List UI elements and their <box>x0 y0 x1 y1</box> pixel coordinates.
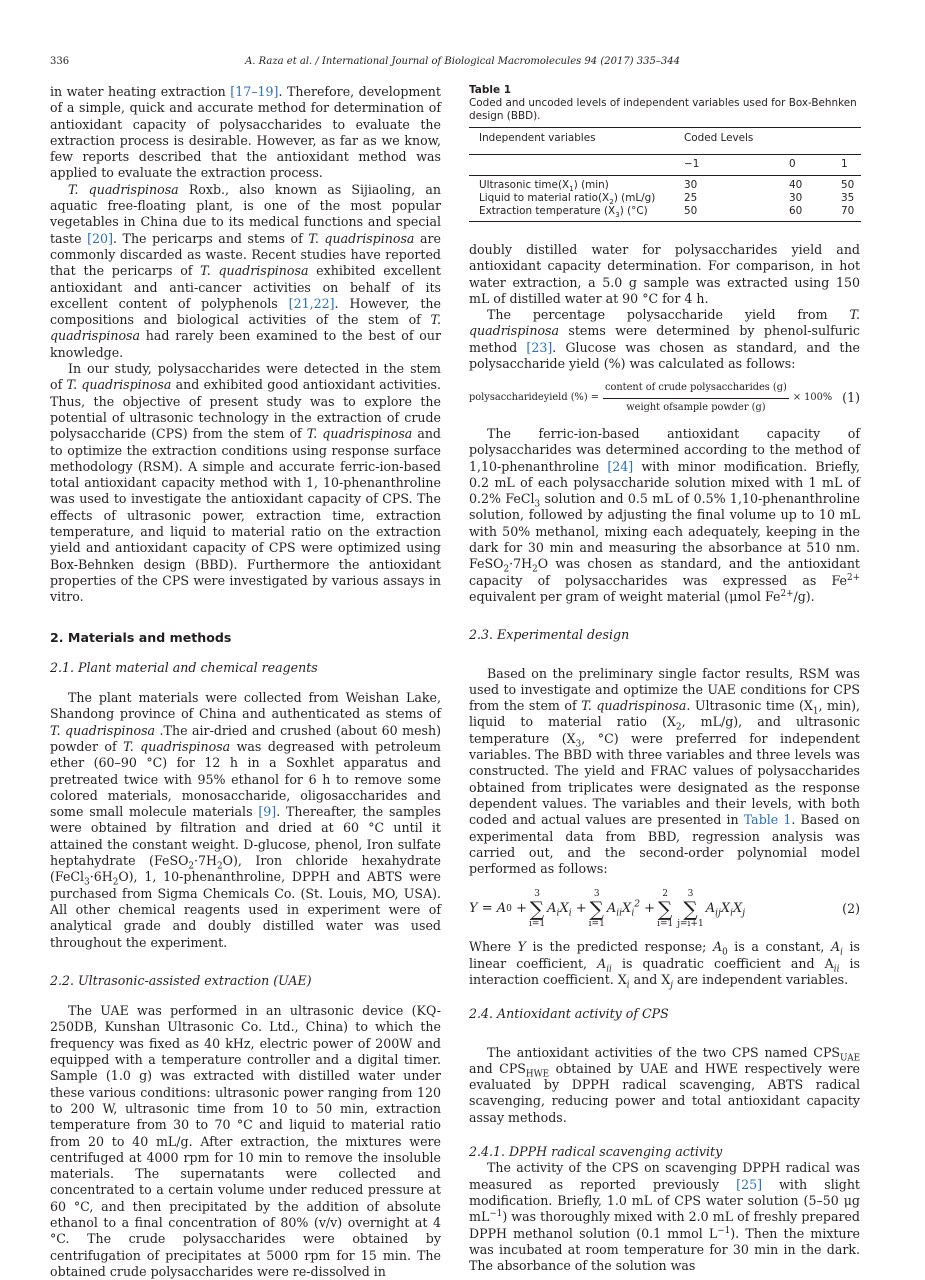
paragraph: The activity of the CPS on scavenging DPPH radical was measured as reported previously [25] with slight modification. Briefly, 1.0 mL of CPS water solution (5–50 μg $mL^{-1}$) was thoroughly mixed with 2.0 mL of freshly prepared DPPH methanol solution (0.1 mmol $L^{-1}$). Then the mixture was incubated at room temperature for 30 min in the dark. The absorbance of the solution was <box>469 1160 861 1274</box>
citation-link[interactable]: [20] <box>87 230 113 246</box>
table-row: Ultrasonic $time(X_1)$ (min) 30 40 50 <box>469 176 861 193</box>
subsection-heading: 2.3. Experimental design <box>469 627 630 643</box>
citation-link[interactable]: [25] <box>736 1176 763 1192</box>
table-label: Table 1 <box>469 84 512 96</box>
subsection-heading: 2.2. Ultrasonic-assisted extraction (UAE) <box>50 972 312 988</box>
table-caption: Coded and uncoded levels of independent variables used for Box-Behnken design (BBD). <box>469 97 857 122</box>
table-1 <box>469 84 861 222</box>
running-header: A. Raza et al. / International Journal of Biological Macromolecules 94 (2017) 335–344 <box>245 56 680 67</box>
paragraph: Where Y is the predicted response; $A_0$ is a constant, $A_i$ is linear coefficient, $A_{ii}$ is quadratic coefficient and $A_{ii}$ is interaction coefficient. $X_i$ and $X_j$ are independent variables. <box>469 939 860 991</box>
equation-2: Y = A 0 + 3 ∑ i=1 $A_iX_i$ + 3 ∑ i=1 $A_{ii}X_i^2$ + 2 ∑ i=1 3 ∑ j=i+1 $A_{ij}X_iX_j$ (2) <box>469 889 860 930</box>
citation-link[interactable]: [21,22] <box>288 295 335 311</box>
paragraph: The plant materials were collected from Weishan Lake, Shandong province of China and authenticated as stems of T. quadrispinosa .The air-dried and crushed (about 60 mesh) powder of T. quadrispinosa was degreased with petroleum ether (60–90 °C) for 12 h in a Soxhlet apparatus and pretreated twice with 95% ethanol for 6 h to remove some colored materials, monosaccharide, oligosaccharides and some small molecule materials [9]. Thereafter, the samples were obtained by filtration and dried at 60 °C until it attained the constant weight. D-glucose, phenol, Iron sulfate heptahydrate $(FeSO_2\cdot 7H_2O)$, Iron chloride hexahydrate $(FeCl_3\cdot 6H_2O)$, 1, 10-phenanthroline, DPPH and ABTS were purchased from Sigma Chemicals Co. (St. Louis, MO, USA). All other chemical reagents used in experiment were of analytical grade and doubly distilled water was used throughout the experiment. <box>50 690 442 950</box>
level-header: 1 <box>831 155 861 176</box>
table-link[interactable]: Table 1 <box>743 812 792 828</box>
page-number: 336 <box>50 56 70 67</box>
paragraph: The ferric-ion-based antioxidant capacity of polysaccharides was determined according to the method of 1,10-phenanthroline [24] with minor modification. Briefly, 0.2 mL of each polysaccharide solution mixed with 1 mL of 0.2% FeCl$_3$ solution and 0.5 mL of 0.5% 1,10-phenanthroline solution, followed by adjusting the final volume up to 10 mL with 50% methanol, mixing each adequately, keeping in the dark for 30 min and measuring the absorbance at 510 nm. $FeSO_2\cdot 7H_2O$ was chosen as standard, and the antioxidant capacity of polysaccharides was expressed as $Fe^{2+}$ equivalent per gram of weight material (μmol $Fe^{2+}/g$). <box>469 425 860 604</box>
paragraph: The percentage polysaccharide yield from T. quadrispinosa stems were determined by phenol-sulfuric method [23]. Glucose was chosen as standard, and the polysaccharide yield (%) was calculated as follows: <box>469 307 861 372</box>
left-column <box>50 84 441 1280</box>
table-row: Liquid to material $ratio(X_2)$ (mL/g) 25 30 35 <box>479 192 855 207</box>
level-header: 0 <box>779 155 831 176</box>
paragraph: The antioxidant activities of the two CPS named $CPS_{UAE}$ and $CPS_{HWE}$ obtained by UAE and HWE respectively were evaluated by DPPH radical scavenging, ABTS radical scavenging, reducing power and total antioxidant capacity assay methods. <box>469 1044 860 1125</box>
column-header: Coded Levels <box>674 128 861 155</box>
column-header: Independent variables <box>469 128 674 155</box>
paragraph: T. quadrispinosa Roxb., also known as Sijiaoling, an aquatic free-floating plant, is one of the most popular vegetables in China due to its medical functions and special taste [20]. The pericarps and stems of T. quadrispinosa are commonly discarded as waste. Recent studies have reported that the pericarps of T. quadrispinosa exhibited excellent antioxidant and anti-cancer activities on behalf of its excellent content of polyphenols [21,22]. However, the compositions and biological activities of the stem of T. quadrispinosa had rarely been examined to the best of our knowledge. <box>50 181 441 360</box>
right-column <box>469 242 860 1274</box>
paragraph: The UAE was performed in an ultrasonic device (KQ-250DB, Kunshan Ultrasonic Co. Ltd., China) to which the frequency was fixed as 40 kHz, electric power of 200W and equipped with a temperature controller and a digital timer. Sample (1.0 g) was extracted with distilled water under these various conditions: ultrasonic power ranging from 120 to 200 W, ultrasonic time from 10 to 50 min, extraction temperature from 30 to 70 °C and liquid to material ratio from 20 to 40 mL/g. After extraction, the mixtures were centrifuged at 4000 rpm for 10 min to remove the insoluble materials. The supernatants were collected and concentrated to a certain volume under reduced pressure at 60 °C, and then precipitated by the addition of absolute ethanol to a final concentration of 80% (v/v) overnight at 4 °C. The crude polysaccharides were obtained by centrifugation of precipitates at 5000 rpm for 15 min. The obtained crude polysaccharides were re-dissolved in <box>50 1003 441 1279</box>
citation-link[interactable]: [24] <box>607 458 634 474</box>
paragraph: Based on the preliminary single factor results, RSM was used to investigate and optimize the UAE conditions for CPS from the stem of T. quadrispinosa. Ultrasonic time ($X_1$, min), liquid to material ratio ($X_2$, mL/g), and ultrasonic temperature ($X_3$, °C) were preferred for independent variables. The BBD with three variables and three levels was constructed. The yield and FRAC values of polysaccharides obtained from triplicates were designated as the response dependent values. The variables and their levels, with both coded and actual values are presented in Table 1. Based on experimental data from BBD, regression analysis was carried out, and the second-order polynomial model performed as follows: <box>469 665 861 877</box>
subsection-heading: 2.1. Plant material and chemical reagents <box>50 659 318 675</box>
paragraph: doubly distilled water for polysaccharides yield and antioxidant capacity determination. For comparison, in hot water extraction, a 5.0 g sample was extracted using 150 mL of distilled water at 90 °C for 4 h. <box>469 242 860 306</box>
citation-link[interactable]: [17–19] <box>230 84 279 99</box>
level-header: −1 <box>674 155 779 176</box>
citation-link[interactable]: [9] <box>258 804 277 820</box>
paragraph: in water heating extraction [17–19]. Therefore, development of a simple, quick and accurate method for determination of antioxidant capacity of polysaccharides to evaluate the extraction process is desirable. However, as far as we know, few reports described that the antioxidant method was applied to evaluate the extraction process. <box>50 84 441 181</box>
subsubsection-heading: 2.4.1. DPPH radical scavenging activity <box>469 1144 723 1160</box>
equation-number: (2) <box>842 901 860 917</box>
section-heading: 2. Materials and methods <box>50 629 232 645</box>
subsection-heading: 2.4. Antioxidant activity of CPS <box>469 1006 669 1022</box>
equation-1: polysaccharideyield (%) = $\frac{\text{content of crude polysaccharides (g)}}{\text{weight ofsample powder (g)}}$ × 100% (1) <box>469 382 860 413</box>
levels-table <box>469 127 861 222</box>
table-row: Extraction temperature $(X_3)$ (°C) 50 60 70 <box>469 205 861 222</box>
equation-number: (1) <box>842 390 860 406</box>
citation-link[interactable]: [23] <box>526 339 553 355</box>
paragraph: In our study, polysaccharides were detected in the stem of T. quadrispinosa and exhibited good antioxidant activities. Thus, the objective of present study was to explore the potential of ultrasonic technology in the extraction of crude polysaccharide (CPS) from the stem of T. quadrispinosa and to optimize the extraction conditions using response surface methodology (RSM). A simple and accurate ferric-ion-based total antioxidant capacity method with 1, 10-phenanthroline was used to investigate the antioxidant capacity of CPS. The effects of ultrasonic power, extraction time, extraction temperature, and liquid to material ratio on the extraction yield and antioxidant capacity of CPS were optimized using Box-Behnken design (BBD). Furthermore the antioxidant properties of the CPS were investigated by various assays in vitro. <box>50 361 442 605</box>
